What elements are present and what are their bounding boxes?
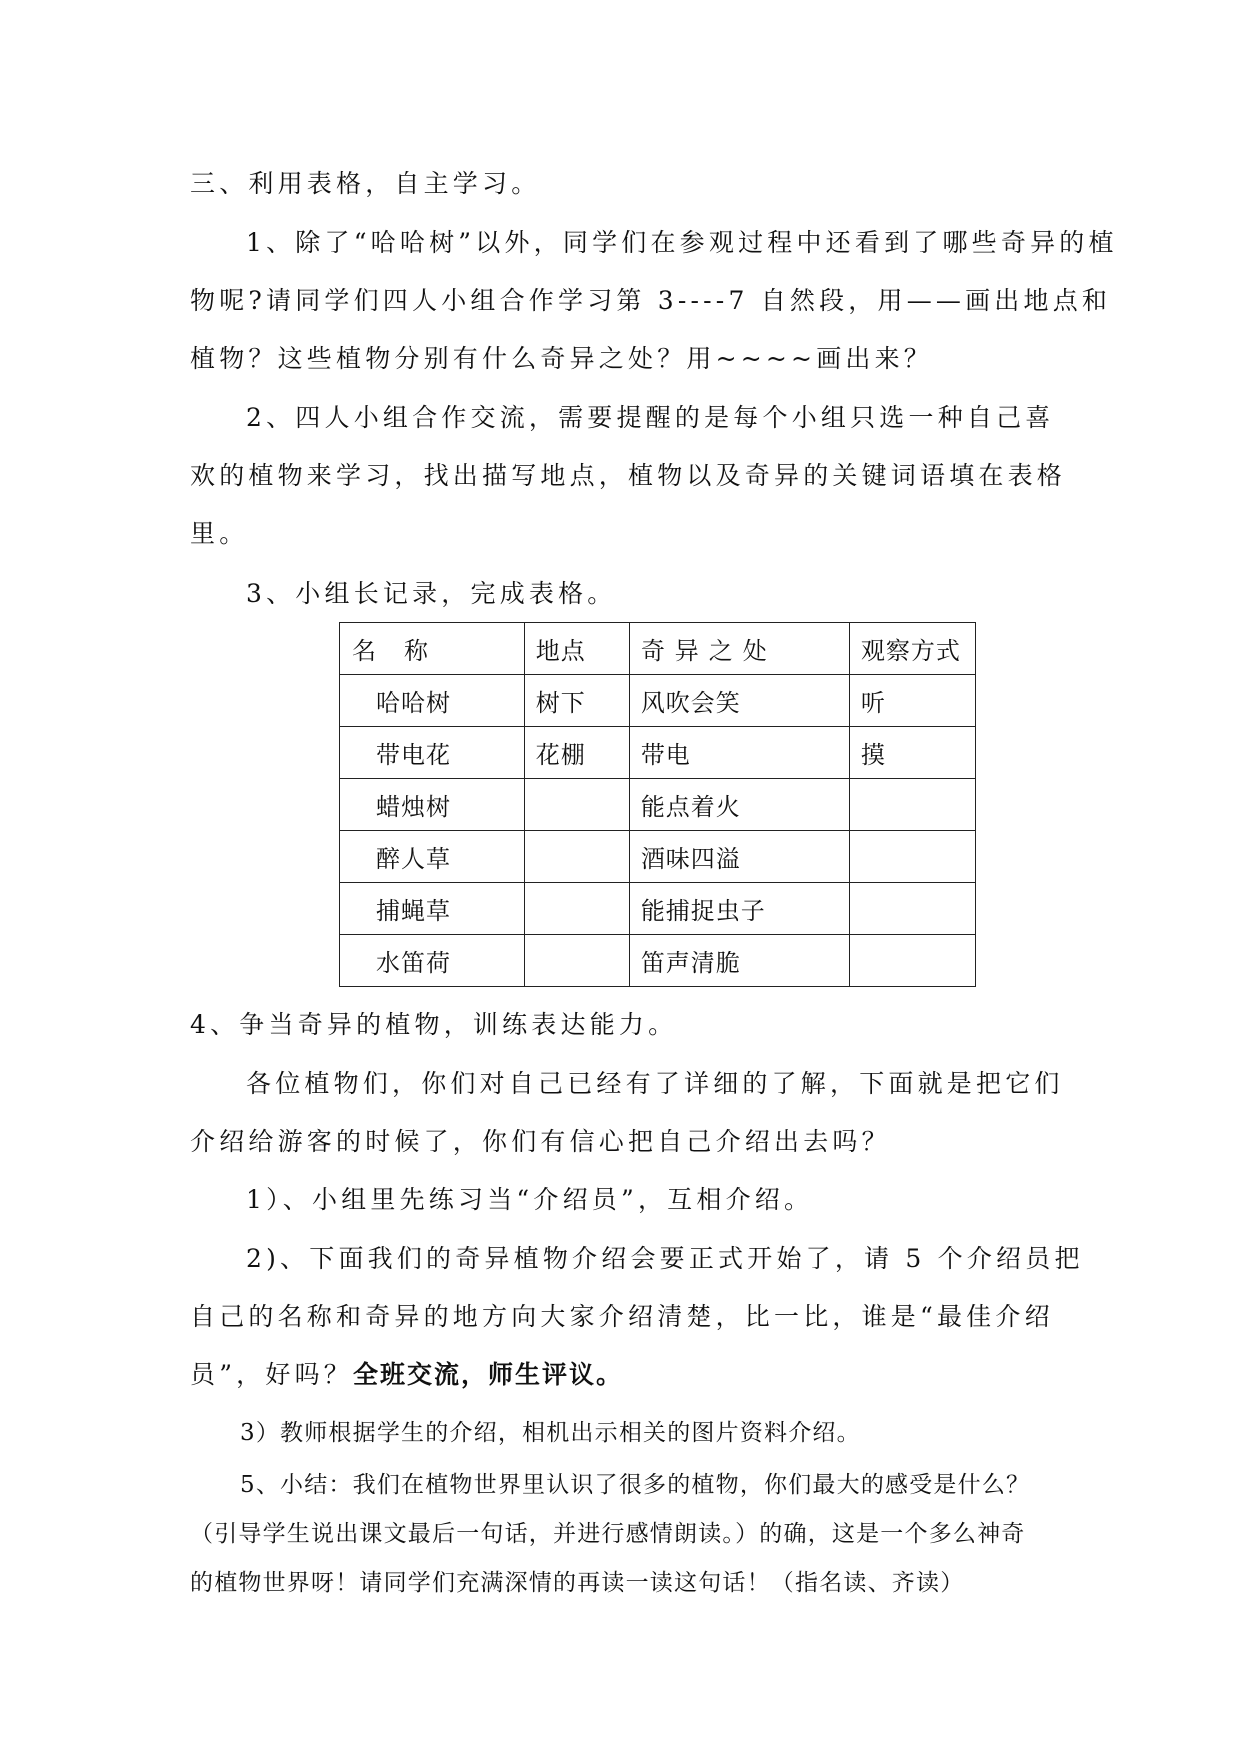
- paragraph-7-line-1: 2)、下面我们的奇异植物介绍会要正式开始了，请 5 个介绍员把: [246, 1244, 1084, 1273]
- paragraph-9-line-1: 5、小结：我们在植物世界里认识了很多的植物，你们最大的感受是什么？: [240, 1472, 1031, 1498]
- paragraph-4: 4、争当奇异的植物，训练表达能力。: [190, 1010, 678, 1039]
- paragraph-3: 3、小组长记录，完成表格。: [246, 579, 617, 608]
- plants-table: [339, 622, 976, 987]
- paragraph-6: 1）、小组里先练习当“介绍员”，互相介绍。: [246, 1185, 814, 1214]
- cell-feature: 能捕捉虫子: [629, 883, 849, 935]
- cell-location: [524, 935, 629, 987]
- cell-feature: 带电: [629, 727, 849, 779]
- cell-name: 水笛荷: [340, 935, 525, 987]
- cell-location: 花棚: [524, 727, 629, 779]
- paragraph-2-line-2: 欢的植物来学习，找出描写地点，植物以及奇异的关键词语填在表格: [190, 461, 1067, 490]
- table-row: [340, 675, 976, 727]
- cell-name: 醉人草: [340, 831, 525, 883]
- cell-feature: 风吹会笑: [629, 675, 849, 727]
- cell-location: [524, 831, 629, 883]
- cell-location: [524, 883, 629, 935]
- cell-method: [849, 779, 975, 831]
- table-row: [340, 883, 976, 935]
- paragraph-1-line-3: 植物？这些植物分别有什么奇异之处？用~~~~画出来？: [190, 344, 933, 373]
- table-row: [340, 779, 976, 831]
- cell-method: [849, 883, 975, 935]
- cell-method: [849, 935, 975, 987]
- paragraph-5-line-2: 介绍给游客的时候了，你们有信心把自己介绍出去吗？: [190, 1127, 891, 1156]
- paragraph-7-line-3: [190, 1355, 623, 1395]
- header-feature: 奇异之处: [629, 623, 849, 675]
- paragraph-7-line-3-text: 员”，好吗？: [190, 1360, 353, 1389]
- table-row: [340, 727, 976, 779]
- paragraph-7-bold-text: 全班交流，师生评议。: [352, 1360, 623, 1389]
- cell-method: 摸: [849, 727, 975, 779]
- cell-name: 哈哈树: [340, 675, 525, 727]
- paragraph-7-line-2: 自己的名称和奇异的地方向大家介绍清楚，比一比，谁是“最佳介绍: [190, 1302, 1054, 1331]
- cell-name: 捕蝇草: [340, 883, 525, 935]
- paragraph-5-line-1: 各位植物们，你们对自己已经有了详细的了解，下面就是把它们: [246, 1069, 1064, 1098]
- paragraph-2-line-1: 2、四人小组合作交流，需要提醒的是每个小组只选一种自己喜: [246, 403, 1055, 432]
- cell-feature: 酒味四溢: [629, 831, 849, 883]
- paragraph-2-line-3: 里。: [190, 519, 249, 548]
- table-row: [340, 935, 976, 987]
- header-method: 观察方式: [849, 623, 975, 675]
- cell-location: 树下: [524, 675, 629, 727]
- section-heading: 三、利用表格，自主学习。: [190, 169, 541, 198]
- cell-location: [524, 779, 629, 831]
- paragraph-1-line-2: 物呢?请同学们四人小组合作学习第 3----7 自然段，用——画出地点和: [190, 286, 1112, 315]
- header-location: 地点: [524, 623, 629, 675]
- cell-feature: 能点着火: [629, 779, 849, 831]
- paragraph-9-line-2: （引导学生说出课文最后一句话，并进行感情朗读。）的确，这是一个多么神奇: [190, 1521, 1026, 1547]
- cell-name: 带电花: [340, 727, 525, 779]
- paragraph-1-line-1: 1、除了“哈哈树”以外，同学们在参观过程中还看到了哪些奇异的植: [246, 228, 1118, 257]
- table-row: [340, 831, 976, 883]
- cell-feature: 笛声清脆: [629, 935, 849, 987]
- paragraph-9-line-3: 的植物世界呀！请同学们充满深情的再读一读这句话！（指名读、齐读）: [190, 1570, 965, 1596]
- header-name: 名称: [340, 623, 525, 675]
- cell-name: 蜡烛树: [340, 779, 525, 831]
- table-header-row: [340, 623, 976, 675]
- cell-method: 听: [849, 675, 975, 727]
- paragraph-8: 3）教师根据学生的介绍，相机出示相关的图片资料介绍。: [240, 1420, 861, 1446]
- cell-method: [849, 831, 975, 883]
